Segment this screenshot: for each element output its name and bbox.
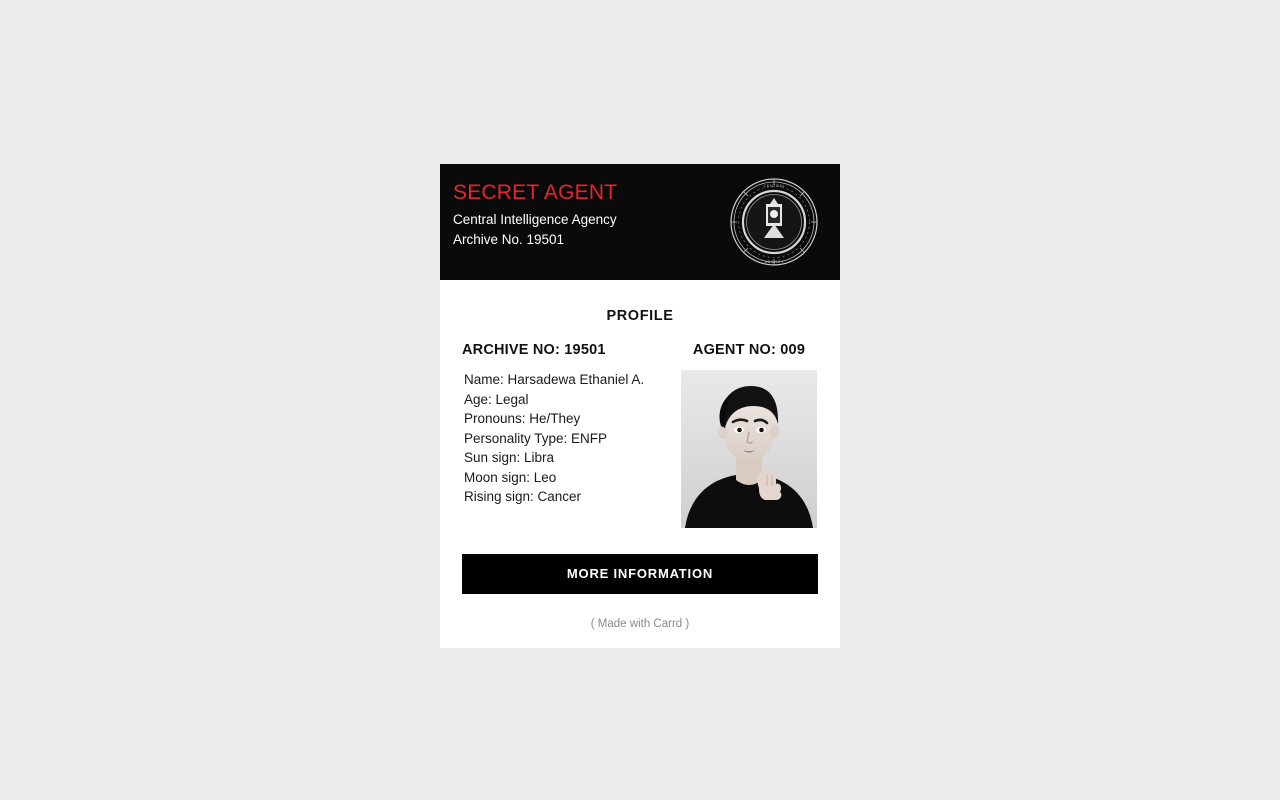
agent-photo-column (680, 342, 818, 528)
list-item: Rising sign: Cancer (464, 489, 582, 504)
more-information-button[interactable]: MORE INFORMATION (462, 554, 818, 594)
svg-text:A G E N C Y: A G E N C Y (764, 260, 784, 264)
svg-text:C E N T R A L: C E N T R A L (763, 184, 785, 188)
list-item: Age: Legal (464, 391, 529, 407)
agent-profile-card (440, 164, 840, 648)
agent-detail-list (462, 370, 680, 507)
card-header (440, 164, 840, 280)
page-title: PROFILE (606, 308, 674, 324)
cia-seal-icon (730, 178, 818, 266)
header-archive-number: Archive No. 19501 (453, 232, 565, 247)
agent-number-heading: AGENT NO: 009 (692, 342, 806, 358)
header-text-block (453, 180, 617, 250)
archive-column (462, 342, 680, 507)
list-item: Sun sign: Libra (464, 450, 555, 465)
profile-columns (440, 330, 840, 528)
card-body (440, 280, 840, 648)
list-item: Personality Type: ENFP (464, 430, 608, 446)
list-item: Pronouns: He/They (464, 411, 581, 426)
list-item: Moon sign: Leo (464, 469, 557, 485)
archive-number-heading: ARCHIVE NO: 19501 (462, 342, 606, 358)
list-item: Name: Harsadewa Ethaniel A. (464, 372, 645, 387)
agent-portrait-photo (681, 370, 817, 528)
made-with-carrd-note[interactable]: ( Made with Carrd ) (590, 618, 690, 630)
secret-agent-title: SECRET AGENT (453, 181, 618, 204)
agency-name: Central Intelligence Agency (453, 212, 617, 227)
